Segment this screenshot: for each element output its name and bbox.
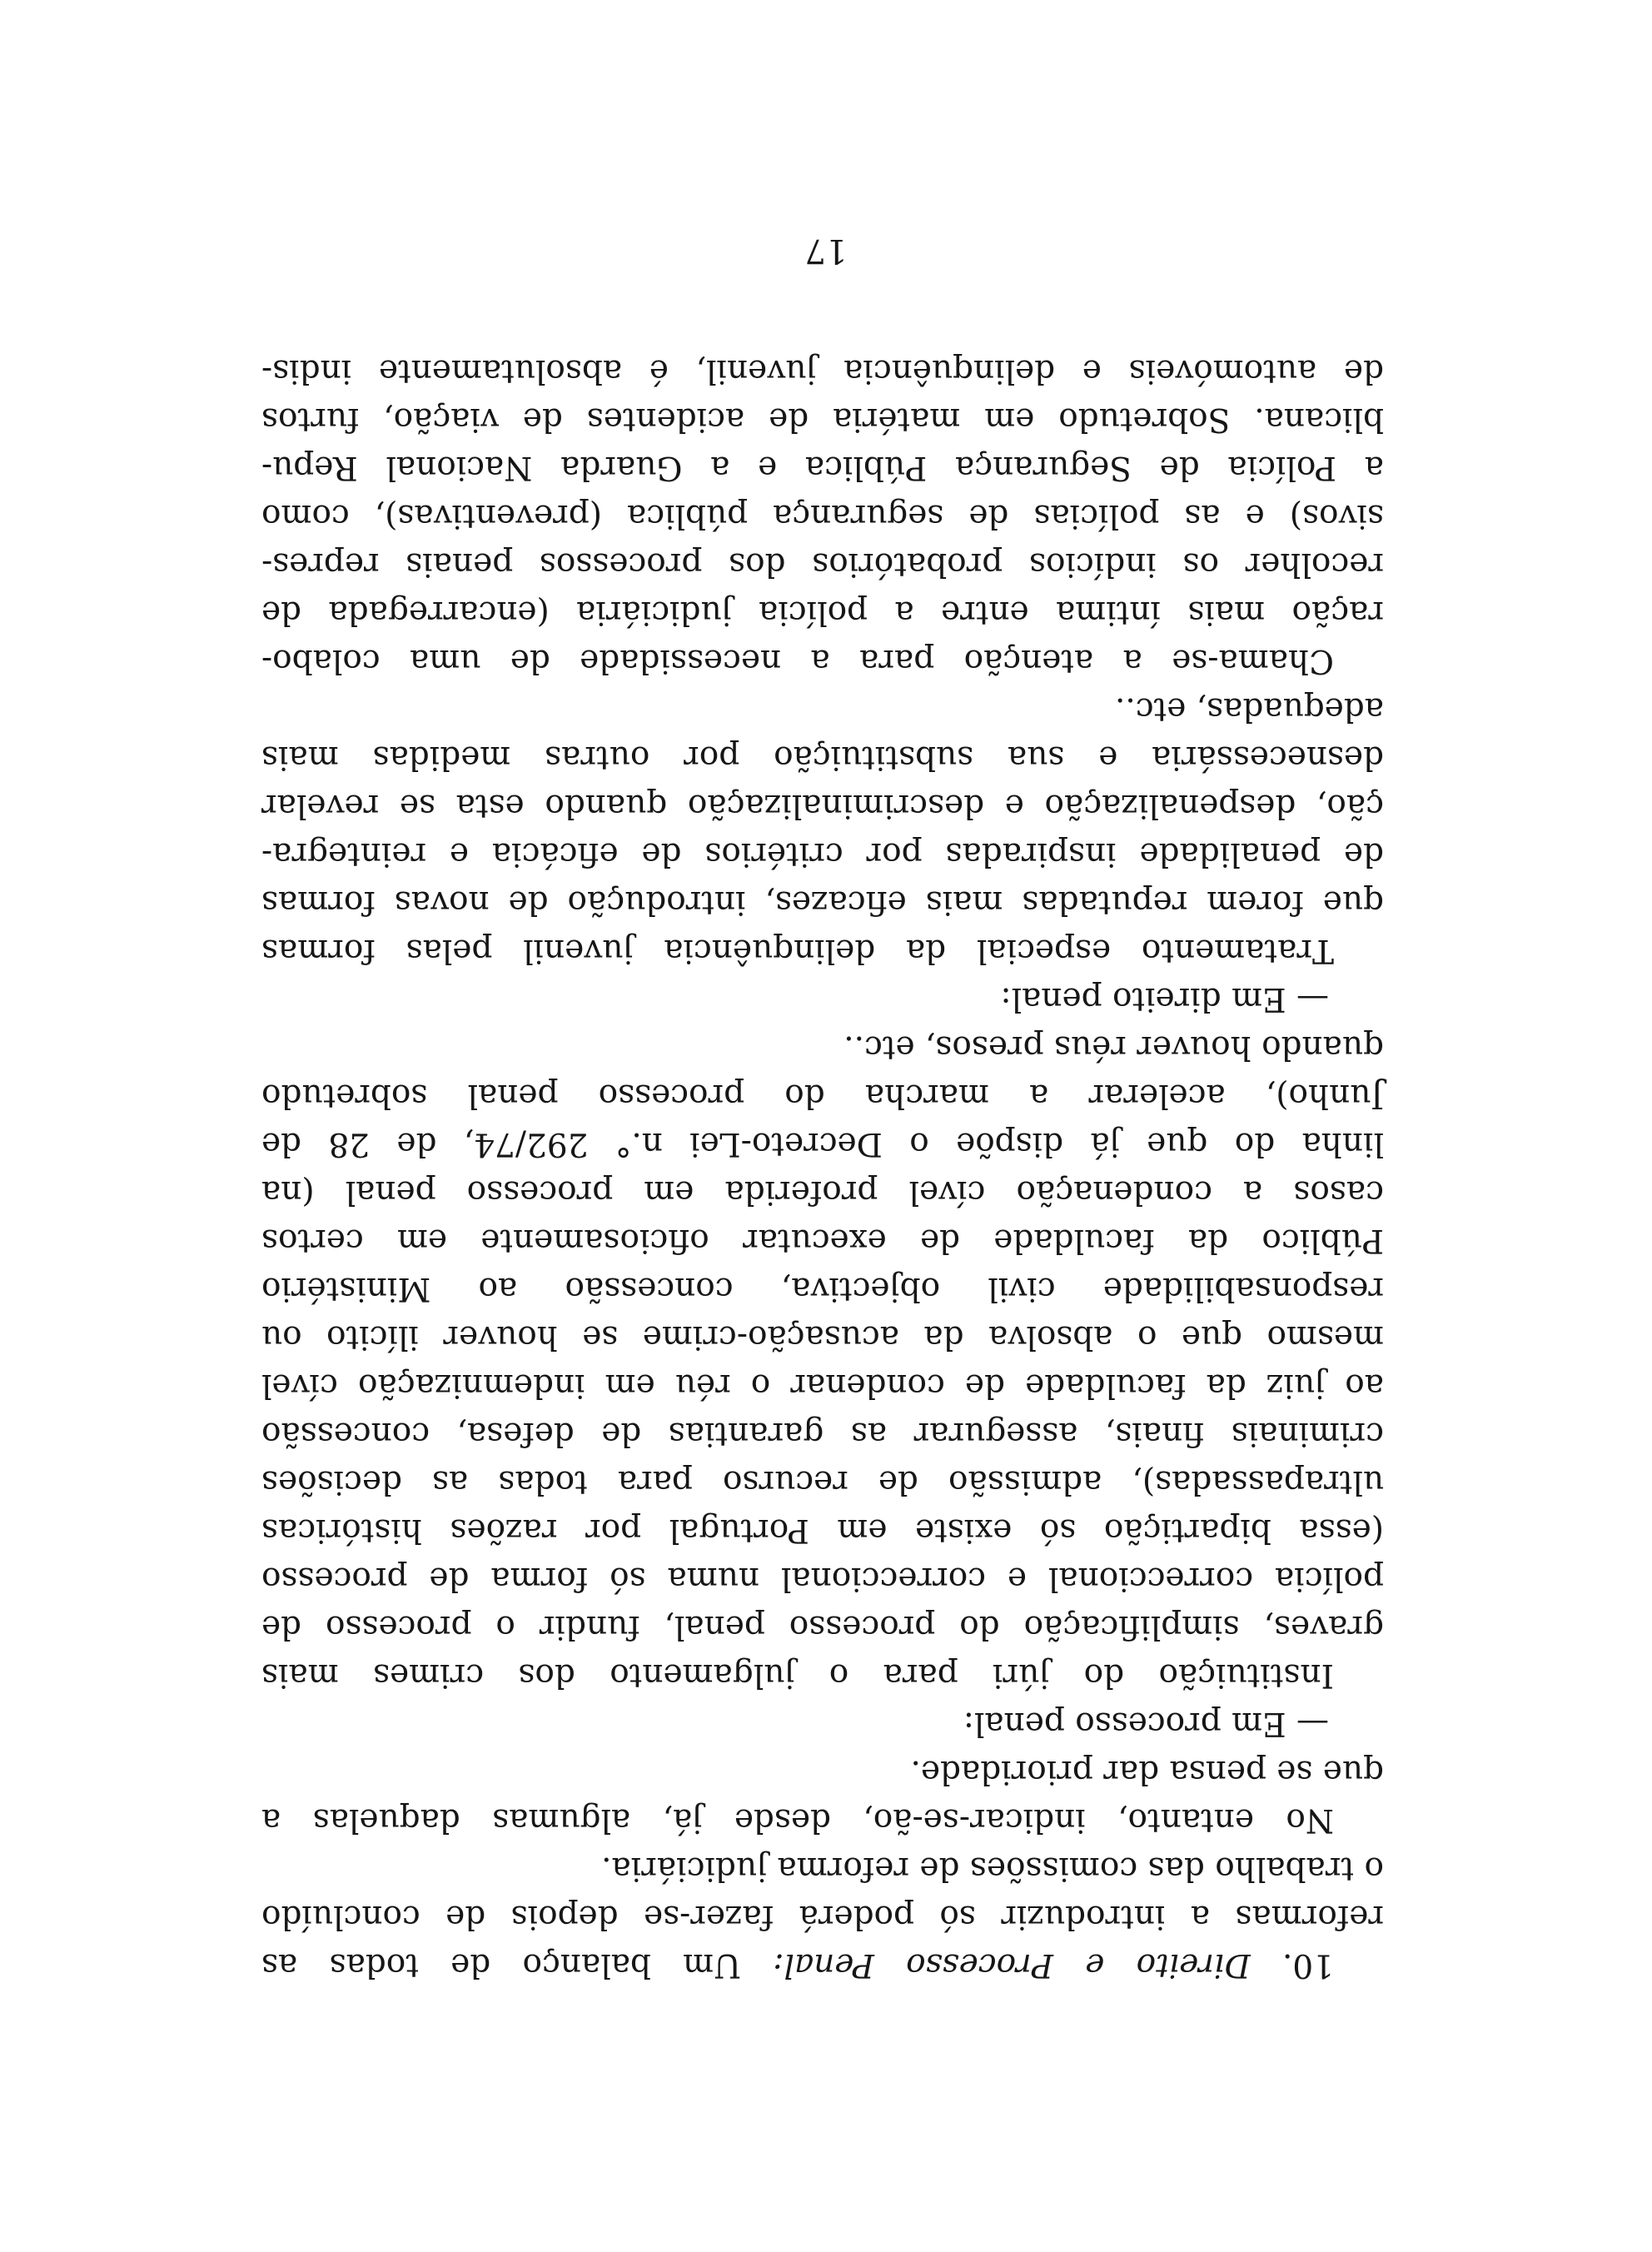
text-line: ção, despenalização e descriminalização quando esta se revelar [261,787,1384,825]
body-text [261,346,1384,1989]
text-line: mesmo que o absolva da acusação-crime se houver ilícito ou [261,1318,1384,1356]
section-heading-line [261,1941,1384,1989]
text-line: que se pensa dar prioridade. [910,1753,1384,1791]
text-line: No entanto, indicar-se-ão, desde já, algumas daquelas a [261,1801,1334,1839]
text-line: blicana. Sobretudo em matéria de acidentes de viação, furtos [261,401,1384,438]
text-line: a Polícia de Segurança Pública e a Guarda Nacional Repu- [261,449,1384,486]
text-line: ração mais íntima entre a polícia judiciária (encarregada de [261,594,1384,631]
text-line: Instituição do júri para o julgamento dos crimes mais [261,1657,1334,1694]
page-number: 17 [804,232,848,270]
text-line: Público da faculdade de executar oficiosamente em certos [261,1222,1384,1259]
section-number: 10. [1281,1946,1334,1984]
text-line: (essa bipartição só existe em Portugal por razões históricas [261,1512,1384,1549]
subheading-direito-penal: — Em direito penal: [1000,980,1329,1018]
text-line: criminais finais, assegurar as garantias de defesa, concessão [261,1415,1384,1452]
text-line: linha do que já dispõe o Decreto-Lei n.° 292/74, de 28 de [261,1125,1384,1163]
text-line: recolher os indícios probatórios dos processos penais repres- [261,546,1384,583]
text-line: Tratamento especial da delinquência juvenil pelas formas [261,932,1334,969]
text-line: ao juiz da faculdade de condenar o réu em indemnização cível [261,1367,1384,1404]
text-line: Um balanço de todas as [261,1946,742,1984]
text-line: de penalidade inspiradas por critérios de eficácia e reintegra- [261,835,1384,873]
text-line: de automóveis e delinquência juvenil, é absolutamente indis- [261,352,1384,390]
text-line: sivos) e as polícias de segurança pública (preventivas), como [261,497,1384,535]
text-line: ultrapassadas), admissão de recurso para todas as decisões [261,1463,1384,1501]
text-line: Junho), acelerar a marcha do processo penal sobretudo [261,1077,1384,1114]
text-line: adequadas, etc.. [1114,690,1384,728]
section-title: Direito e Processo Penal: [773,1946,1251,1984]
text-line: Chama-se a atenção para a necessidade de uma colabo- [261,642,1334,680]
text-line: que forem reputadas mais eficazes, introdução de novas formas [261,884,1384,921]
subheading-processo-penal: — Em processo penal: [963,1705,1329,1742]
text-line: casos a condenação cível proferida em processo penal (na [261,1173,1384,1211]
text-line: polícia correccional e correccional numa só forma de processo [261,1560,1384,1597]
text-line: quando houver réus presos, etc.. [843,1029,1384,1066]
text-line: graves, simplificação do processo penal, fundir o processo de [261,1608,1384,1646]
text-line: reformas a introduzir só poderá fazer-se depois de concluído [261,1898,1384,1936]
text-line: responsabilidade civil objectiva, concessão ao Ministério [261,1270,1384,1308]
text-line: o trabalho das comissões de reforma judiciária. [601,1850,1384,1887]
text-line: desnecessária e sua substituição por outras medidas mais [261,739,1384,776]
